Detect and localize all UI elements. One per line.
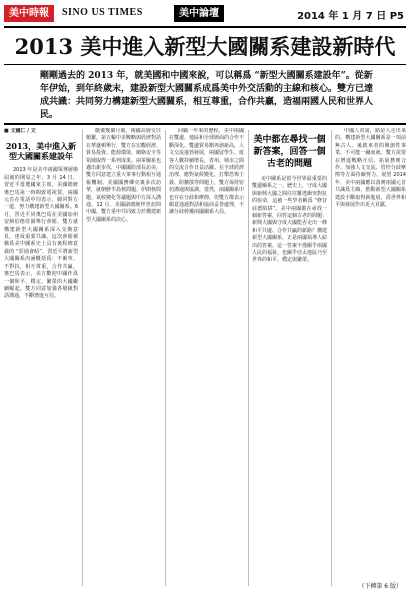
article-column-5 <box>335 128 406 590</box>
column-divider <box>165 130 166 586</box>
column-text: 美中關系是當今世界最重要的雙邊關系之一。歷史上，守成大國與新興大國之間往往難逃衝突對抗的宿命，這被一些學者稱爲 “修昔底德陷阱”。美中兩國都在尋找一個新答案，回答這個古老的問題：新興大國與守成大國能否走出一條和平共處、合作共贏的新路？構建新型大國關系，正是兩國領導人給出的答案。這一答案不僅關乎兩國人民的福祉，也關乎亞太地區乃至世界的和平、穩定與繁榮。 <box>252 176 327 264</box>
headline-rule <box>4 64 406 65</box>
column-divider <box>331 130 332 586</box>
section-label-forum: 美中論壇 <box>174 5 224 22</box>
continued-on-page-label: （下轉第 6 版） <box>355 581 402 590</box>
column-text: 隨後幾個月裏，兩國高層交往頻繁。第五輪中美戰略與經濟對話在華盛頓舉行，雙方在宏觀經濟、貿易投資、能源環境、網絡安全等領域取得一系列成果。兩軍關系也邁出新步伐，中國國防部長訪美，雙方同意建立重大軍事行動相互通報機制。美國國務卿克裏多次訪華，就朝鮮半島核問題、伊朗核問題、氣候變化等議題與中方深入溝通。12 月，美國副總統拜登訪問中國，雙方重申共同致力於構建新型大國關系的決心。 <box>86 128 161 223</box>
column-divider <box>248 130 249 586</box>
byline: ■ 文國仁 / 文 <box>4 128 36 134</box>
article-body <box>4 128 406 590</box>
article-column-2 <box>86 128 161 590</box>
column-text: 回顧一年來的歷程，美中兩國在雙邊、地區和全球層面的合作不斷深化。雙邊貿易額再創新高，人文交流蓬勃發展，兩國留學生、遊客人數持續增長，省州、城市之間的交流合作日益活躍。在全球經濟治理、應對氣候變化、打擊恐怖主義、防擴散等問題上，雙方保持密切溝通與協調。當然，兩國關系中也存在分歧和摩擦，但雙方都表示願意通過對話和協商妥善處理，不讓分歧幹擾兩國關系大局。 <box>169 128 244 216</box>
column-text: 2013 年是美中兩國領導層換屆後的開局之年。3 月 14 日，習近平當選國家主席，美國總統奧巴馬第一時間致電祝賀。兩國元首在電話中均表示，願同對方一道，努力構建新型大國關系。6 月，習近平同奧巴馬在美國加州安納伯格莊園舉行會晤，雙方就構建新型大國關系深入交換意見，達成重要共識，這次會晤被稱爲美中關系史上具有裏程碑意義的 “莊園會晤”。習近平將新型大國關系內涵概括爲：不衝突、不對抗，相互尊重，合作共贏。奧巴馬表示，美方歡迎中國作爲一個和平、穩定、繁榮的大國繼續崛起。雙方同意加強各層級對話溝通，不斷增進互信。 <box>4 167 78 300</box>
date-and-page: 2014 年 1 月 7 日 P5 <box>297 11 404 22</box>
article-column-1 <box>4 128 78 590</box>
article-column-4 <box>252 128 327 590</box>
top-rule <box>4 26 406 28</box>
article-column-3 <box>169 128 244 590</box>
column-divider <box>82 130 83 586</box>
section-label-us-china-times: 美中時報 <box>4 5 54 22</box>
column-text: 中國人常說，路是人走出來的。構建新型大國關系是一項前無古人、後啟來者的開創性事業，不可能一蹴而就。雙方需要在增進戰略互信、拓展務實合作、加強人文交流、管控分歧摩擦等方面持續努力。展望 2014 年，美中兩國應以落實兩國元首共識爲主線，推動新型大國關系建設不斷取得新進展，爲世界和平與發展作出更大貢獻。 <box>335 128 406 209</box>
paper-name: SINO US TIMES <box>62 7 143 18</box>
lead-rule <box>4 123 406 125</box>
subheading-1: 2013，美中進入新型大國關系建設年 <box>5 141 77 162</box>
masthead <box>4 4 406 24</box>
subheading-2: 美中都在尋找一個新答案，回答一個古老的問題 <box>253 135 326 169</box>
lead-paragraph: 剛剛過去的 2013 年，就美國和中國來說，可以稱爲 “新型大國關系建設年”。從新年伊始，到年終歲末，建設新型大國關系成爲美中外交活動的主線和核心。雙方已達成共識：共同努力構建新型大國關系，相互尊重，合作共贏，造福兩國人民和世界人民。 <box>40 71 374 120</box>
headline: 2013 美中進入新型大國關系建設新時代 <box>14 34 396 59</box>
